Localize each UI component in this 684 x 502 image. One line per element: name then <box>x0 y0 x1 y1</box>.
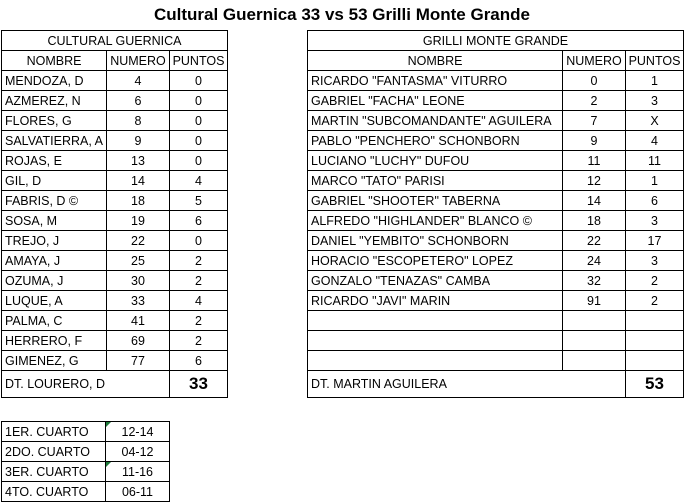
empty-row <box>308 351 684 371</box>
player-points: 4 <box>626 131 684 151</box>
column-header-row <box>308 51 684 71</box>
player-row <box>308 91 684 111</box>
player-number: 4 <box>107 71 170 91</box>
player-points: 6 <box>170 211 228 231</box>
player-points: 11 <box>626 151 684 171</box>
player-name: RICARDO "JAVI" MARIN <box>308 291 563 311</box>
player-points: 1 <box>626 71 684 91</box>
player-number: 19 <box>107 211 170 231</box>
player-points: 6 <box>626 191 684 211</box>
quarter-score <box>106 422 170 442</box>
player-name: GABRIEL "SHOOTER" TABERNA <box>308 191 563 211</box>
empty-cell <box>626 331 684 351</box>
player-number: 14 <box>107 171 170 191</box>
player-name: TREJO, J <box>2 231 107 251</box>
player-row <box>2 71 228 91</box>
player-name: MENDOZA, D <box>2 71 107 91</box>
player-name: OZUMA, J <box>2 271 107 291</box>
header-nombre: NOMBRE <box>308 51 563 71</box>
quarter-score <box>106 482 170 502</box>
player-number: 77 <box>107 351 170 371</box>
player-number: 32 <box>563 271 626 291</box>
quarter-row <box>2 482 170 502</box>
empty-row <box>308 331 684 351</box>
player-number: 18 <box>107 191 170 211</box>
player-name: GONZALO "TENAZAS" CAMBA <box>308 271 563 291</box>
player-name: HORACIO "ESCOPETERO" LOPEZ <box>308 251 563 271</box>
player-name: AZMEREZ, N <box>2 91 107 111</box>
player-points: 0 <box>170 131 228 151</box>
player-points: 2 <box>170 271 228 291</box>
player-points: 6 <box>170 351 228 371</box>
player-name: DANIEL "YEMBITO" SCHONBORN <box>308 231 563 251</box>
player-row <box>2 211 228 231</box>
column-header-row <box>2 51 228 71</box>
player-row <box>308 151 684 171</box>
home-team-table <box>1 30 228 398</box>
empty-cell <box>308 331 563 351</box>
player-row <box>2 171 228 191</box>
coach-name: DT. LOURERO, D <box>2 371 170 398</box>
away-team-table <box>307 30 684 398</box>
player-points: 3 <box>626 91 684 111</box>
player-number: 91 <box>563 291 626 311</box>
comment-indicator-icon <box>106 462 111 467</box>
player-name: ROJAS, E <box>2 151 107 171</box>
player-row <box>2 251 228 271</box>
player-name: GIL, D <box>2 171 107 191</box>
coach-row <box>2 371 228 398</box>
team-name-row <box>2 31 228 51</box>
player-number: 13 <box>107 151 170 171</box>
player-points: 0 <box>170 231 228 251</box>
player-number: 41 <box>107 311 170 331</box>
quarter-row <box>2 422 170 442</box>
player-points: 1 <box>626 171 684 191</box>
quarter-score <box>106 442 170 462</box>
quarter-score-value: 06-11 <box>121 484 154 499</box>
player-name: GABRIEL "FACHA" LEONE <box>308 91 563 111</box>
quarter-score <box>106 462 170 482</box>
player-row <box>2 331 228 351</box>
player-points: X <box>626 111 684 131</box>
player-row <box>2 231 228 251</box>
player-row <box>308 191 684 211</box>
player-row <box>308 271 684 291</box>
player-row <box>308 211 684 231</box>
player-number: 9 <box>563 131 626 151</box>
player-row <box>308 111 684 131</box>
player-number: 22 <box>563 231 626 251</box>
coach-row <box>308 371 684 398</box>
player-row <box>2 111 228 131</box>
player-name: MARCO "TATO" PARISI <box>308 171 563 191</box>
quarter-score-value: 11-16 <box>121 464 154 479</box>
team-name: CULTURAL GUERNICA <box>2 31 228 51</box>
empty-cell <box>308 311 563 331</box>
empty-cell <box>308 351 563 371</box>
player-points: 2 <box>170 311 228 331</box>
player-row <box>2 151 228 171</box>
player-number: 7 <box>563 111 626 131</box>
player-row <box>2 91 228 111</box>
team-name: GRILLI MONTE GRANDE <box>308 31 684 51</box>
empty-row <box>308 311 684 331</box>
player-row <box>2 131 228 151</box>
player-row <box>308 71 684 91</box>
player-points: 4 <box>170 291 228 311</box>
player-points: 0 <box>170 151 228 171</box>
player-name: LUQUE, A <box>2 291 107 311</box>
player-name: FLORES, G <box>2 111 107 131</box>
player-number: 8 <box>107 111 170 131</box>
player-row <box>308 131 684 151</box>
player-row <box>308 171 684 191</box>
player-number: 18 <box>563 211 626 231</box>
quarter-label: 2DO. CUARTO <box>2 442 106 462</box>
player-points: 3 <box>626 251 684 271</box>
page-title: Cultural Guernica 33 vs 53 Grilli Monte Grande <box>153 5 530 24</box>
player-number: 6 <box>107 91 170 111</box>
quarter-label: 1ER. CUARTO <box>2 422 106 442</box>
player-number: 12 <box>563 171 626 191</box>
player-number: 0 <box>563 71 626 91</box>
player-row <box>2 191 228 211</box>
player-points: 4 <box>170 171 228 191</box>
player-row <box>2 351 228 371</box>
coach-name: DT. MARTIN AGUILERA <box>308 371 626 398</box>
player-points: 0 <box>170 91 228 111</box>
team-name-row <box>308 31 684 51</box>
quarter-score-value: 12-14 <box>121 424 154 439</box>
empty-cell <box>563 331 626 351</box>
player-points: 0 <box>170 111 228 131</box>
player-name: ALFREDO "HIGHLANDER" BLANCO © <box>308 211 563 231</box>
player-points: 17 <box>626 231 684 251</box>
quarter-row <box>2 442 170 462</box>
player-name: SALVATIERRA, A <box>2 131 107 151</box>
empty-cell <box>563 351 626 371</box>
player-name: PALMA, C <box>2 311 107 331</box>
player-number: 2 <box>563 91 626 111</box>
header-numero: NUMERO <box>107 51 170 71</box>
player-number: 30 <box>107 271 170 291</box>
header-numero: NUMERO <box>563 51 626 71</box>
player-name: HERRERO, F <box>2 331 107 351</box>
header-puntos: PUNTOS <box>170 51 228 71</box>
quarter-label: 3ER. CUARTO <box>2 462 106 482</box>
quarter-row <box>2 462 170 482</box>
player-name: GIMENEZ, G <box>2 351 107 371</box>
player-row <box>2 271 228 291</box>
player-row <box>308 251 684 271</box>
player-points: 3 <box>626 211 684 231</box>
player-number: 24 <box>563 251 626 271</box>
player-name: AMAYA, J <box>2 251 107 271</box>
player-row <box>2 291 228 311</box>
player-number: 22 <box>107 231 170 251</box>
player-row <box>308 231 684 251</box>
header-puntos: PUNTOS <box>626 51 684 71</box>
player-name: RICARDO "FANTASMA" VITURRO <box>308 71 563 91</box>
player-number: 69 <box>107 331 170 351</box>
player-number: 25 <box>107 251 170 271</box>
quarters-table <box>1 421 170 502</box>
empty-cell <box>563 311 626 331</box>
player-points: 2 <box>626 291 684 311</box>
player-number: 33 <box>107 291 170 311</box>
header-nombre: NOMBRE <box>2 51 107 71</box>
player-name: FABRIS, D © <box>2 191 107 211</box>
player-name: PABLO "PENCHERO" SCHONBORN <box>308 131 563 151</box>
player-name: LUCIANO "LUCHY" DUFOU <box>308 151 563 171</box>
player-points: 2 <box>170 331 228 351</box>
player-points: 2 <box>170 251 228 271</box>
player-name: MARTIN "SUBCOMANDANTE" AGUILERA <box>308 111 563 131</box>
quarter-label: 4TO. CUARTO <box>2 482 106 502</box>
player-row <box>2 311 228 331</box>
player-name: SOSA, M <box>2 211 107 231</box>
player-points: 0 <box>170 71 228 91</box>
team-total-points: 33 <box>170 371 228 398</box>
player-points: 5 <box>170 191 228 211</box>
player-number: 9 <box>107 131 170 151</box>
quarter-score-value: 04-12 <box>121 444 154 459</box>
empty-cell <box>626 311 684 331</box>
comment-indicator-icon <box>106 422 111 427</box>
player-points: 2 <box>626 271 684 291</box>
player-row <box>308 291 684 311</box>
player-number: 11 <box>563 151 626 171</box>
empty-cell <box>626 351 684 371</box>
team-total-points: 53 <box>626 371 684 398</box>
player-number: 14 <box>563 191 626 211</box>
